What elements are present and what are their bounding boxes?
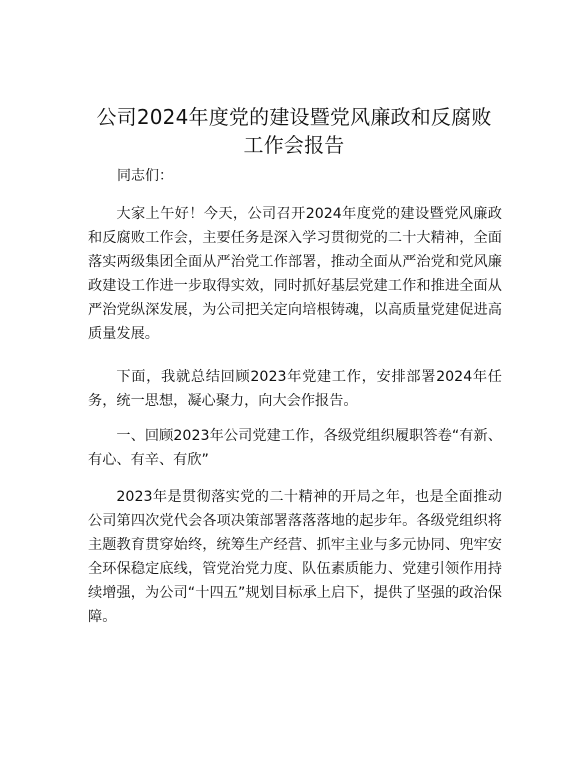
document-title: 公司2024年度党的建设暨党风廉政和反腐败工作会报告	[96, 105, 492, 157]
paragraph-opening: 大家上午好！今天，公司召开2024年度党的建设暨党风廉政和反腐败工作会，主要任务是深入学习贯彻党的二十大精神，全面落实两级集团全面从严治党工作部署，推动全面从严治党和党风廉政建设工作进一步取得实效，同时抓好基层党建工作和推进全面从严治党纵深发展，为公司把关定向培根铸魂，以高质量党建促进高质量发展。	[88, 206, 502, 342]
paragraph-review-2023: 2023年是贯彻落实党的二十精神的开局之年，也是全面推动公司第四次党代会各项决策部署落落落地的起步年。各级党组织将主题教育贯穿始终，统筹生产经营、抓牢主业与多元协同、兜牢安全环保稳定底线，管党治党力度、队伍素质能力、党建引领作用持续增强，为公司“十四五”规划目标承上启下，提供了坚强的政治保障。	[88, 489, 502, 625]
section-heading-review: 一、回顾2023年公司党建工作，各级党组织履职答卷“有新、有心、有辛、有欣”	[88, 428, 502, 468]
paragraph-outline: 下面，我就总结回顾2023年党建工作，安排部署2024年任务，统一思想，凝心聚力，向大会作报告。	[88, 369, 502, 409]
greeting: 同志们：	[117, 168, 173, 184]
